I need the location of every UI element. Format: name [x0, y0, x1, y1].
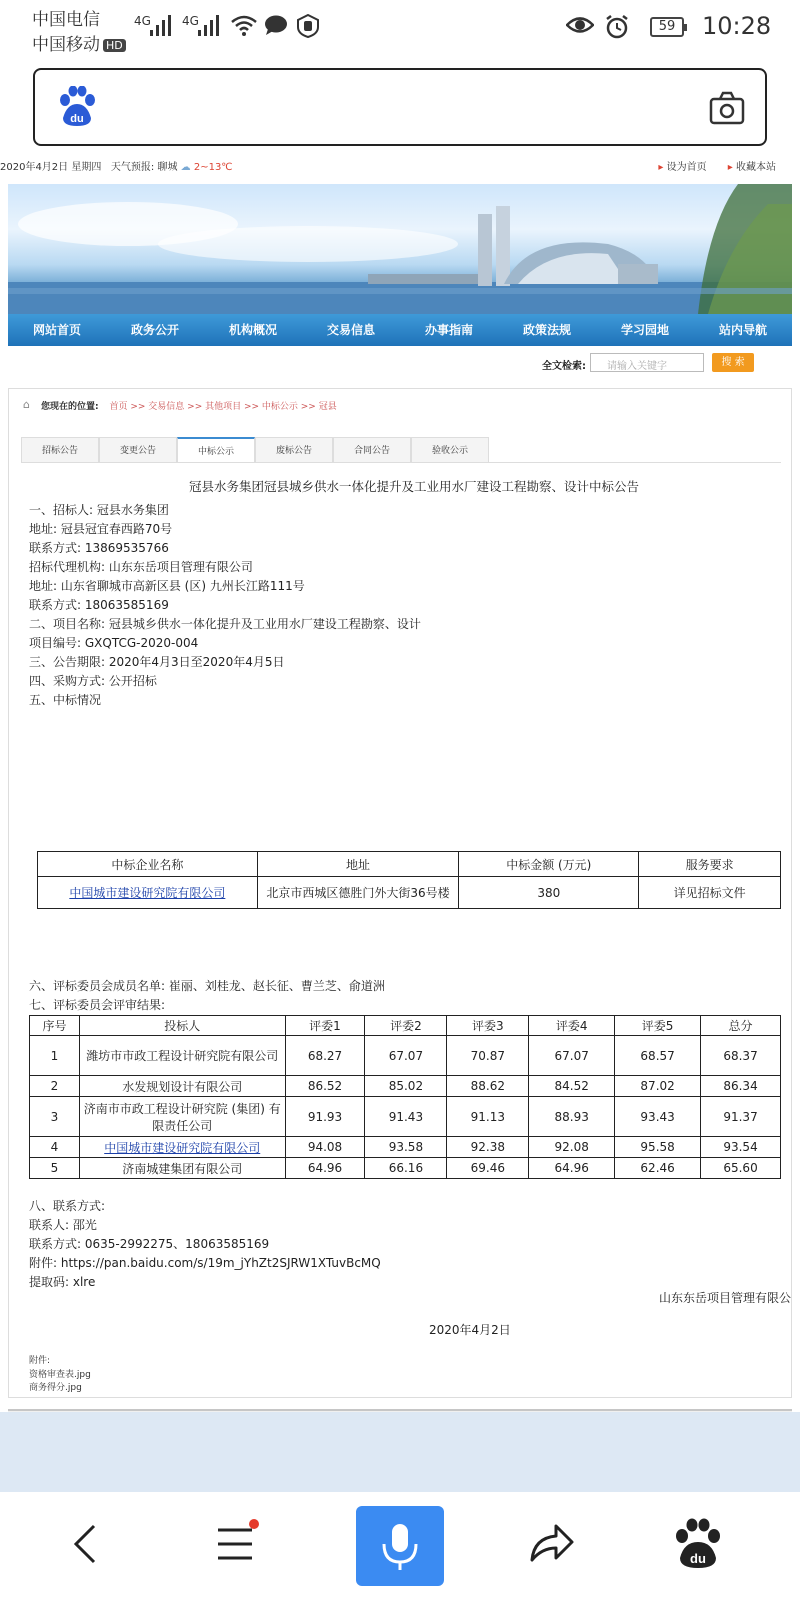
score-header: 总分 — [701, 1016, 781, 1036]
svg-text:du: du — [70, 113, 84, 125]
score-header: 序号 — [30, 1016, 80, 1036]
score-cell: 62.46 — [615, 1158, 701, 1179]
score-cell: 91.43 — [365, 1097, 447, 1137]
tab-award-notice[interactable]: 中标公示 — [177, 437, 255, 462]
table-row — [30, 1036, 781, 1076]
content-frame — [8, 388, 792, 1398]
tab-bid-notice[interactable]: 招标公告 — [21, 437, 99, 462]
score-cell: 92.08 — [529, 1137, 615, 1158]
attachment-link[interactable]: 商务得分.jpg — [29, 1383, 82, 1393]
winner-header: 地址 — [257, 852, 459, 877]
score-cell: 95.58 — [615, 1137, 701, 1158]
notice-line: 项目编号: GXQTCG-2020-004 — [29, 636, 199, 650]
winner-address: 北京市西城区德胜门外大街36号楼 — [257, 877, 459, 909]
wifi-icon — [230, 14, 258, 38]
score-cell: 93.58 — [365, 1137, 447, 1158]
score-cell: 65.60 — [701, 1158, 781, 1179]
score-cell: 64.96 — [285, 1158, 365, 1179]
carrier-2 — [32, 30, 126, 55]
score-cell: 93.43 — [615, 1097, 701, 1137]
score-cell: 91.37 — [701, 1097, 781, 1137]
nav-item-home[interactable]: 网站首页 — [32, 323, 81, 337]
set-home-link[interactable]: ▸ 设为首页 — [658, 162, 706, 173]
score-cell: 68.57 — [615, 1036, 701, 1076]
attachment-link[interactable]: 资格审查表.jpg — [29, 1370, 91, 1380]
tab-contract-notice[interactable]: 合同公告 — [333, 437, 411, 462]
weather-label: 天气预报: 聊城 — [110, 162, 178, 173]
nav-item-gov-affairs[interactable]: 政务公开 — [130, 323, 179, 337]
score-cell: 94.08 — [285, 1137, 365, 1158]
score-header: 评委3 — [447, 1016, 529, 1036]
nav-item-policy[interactable]: 政策法规 — [522, 323, 571, 337]
browser-search-box[interactable] — [33, 68, 767, 146]
baidu-paw-icon[interactable] — [57, 86, 97, 128]
carrier-1: 中国电信 — [32, 10, 100, 30]
breadcrumb-label: 您现在的位置: — [41, 402, 99, 412]
menu-icon[interactable] — [206, 1514, 266, 1574]
tab-void-notice[interactable]: 废标公告 — [255, 437, 333, 462]
score-cell: 4 — [30, 1137, 80, 1158]
winner-amount: 380 — [459, 877, 639, 909]
score-cell: 84.52 — [529, 1076, 615, 1097]
weather-cloud-icon: ☁ — [180, 162, 191, 173]
weather-temp: 2~13℃ — [193, 162, 233, 173]
winner-requirement: 详见招标文件 — [639, 877, 781, 909]
breadcrumb — [23, 399, 337, 412]
score-cell: 85.02 — [365, 1076, 447, 1097]
score-cell: 5 — [30, 1158, 80, 1179]
score-cell: 2 — [30, 1076, 80, 1097]
notice-line: 五、中标情况 — [29, 693, 102, 707]
table-row — [30, 1076, 781, 1097]
winner-table — [37, 851, 781, 909]
battery-indicator: 59 — [650, 17, 684, 37]
eye-icon — [566, 14, 594, 36]
bidder-name: 济南城建集团有限公司 — [79, 1158, 285, 1179]
notice-line: 联系方式: 18063585169 — [29, 598, 169, 612]
winner-header: 中标企业名称 — [38, 852, 258, 877]
score-cell: 88.93 — [529, 1097, 615, 1137]
date-weather — [0, 158, 233, 173]
attachment-label: 附件: — [29, 1356, 51, 1366]
result-title: 七、评标委员会评审结果: — [29, 998, 166, 1012]
score-cell: 66.16 — [365, 1158, 447, 1179]
score-cell: 67.07 — [529, 1036, 615, 1076]
clock: 10:28 — [702, 12, 772, 40]
network-type-1: 4G — [134, 14, 151, 28]
score-cell: 86.34 — [701, 1076, 781, 1097]
share-icon[interactable] — [520, 1514, 580, 1574]
site-search-input[interactable]: 请输入关键字 — [590, 353, 704, 372]
score-cell: 93.54 — [701, 1137, 781, 1158]
score-cell: 69.46 — [447, 1158, 529, 1179]
back-icon[interactable] — [56, 1514, 116, 1574]
site-search-button[interactable]: 搜 索 — [712, 353, 754, 372]
score-header: 评委4 — [529, 1016, 615, 1036]
score-cell: 92.38 — [447, 1137, 529, 1158]
home-icon: ⌂ — [23, 398, 30, 411]
contact-section — [29, 1197, 799, 1292]
voice-search-button[interactable] — [356, 1506, 444, 1586]
notice-tabs — [21, 437, 781, 463]
table-row — [30, 1097, 781, 1137]
notice-line: 地址: 山东省聊城市高新区县 (区) 九州长江路111号 — [29, 579, 305, 593]
network-type-2: 4G — [182, 14, 199, 28]
notice-body — [29, 473, 799, 710]
site-top-bar — [0, 156, 800, 174]
bookmark-link[interactable]: ▸ 收藏本站 — [728, 162, 776, 173]
hand-shield-icon — [296, 14, 320, 38]
table-row — [30, 1158, 781, 1179]
baidu-home-icon[interactable] — [668, 1514, 728, 1574]
contact-line: 联系方式: 0635-2992275、18063585169 — [29, 1237, 270, 1251]
notice-line: 四、采购方式: 公开招标 — [29, 674, 157, 688]
breadcrumb-path[interactable]: 首页 >> 交易信息 >> 其他项目 >> 中标公示 >> 冠县 — [109, 402, 337, 412]
bidder-link[interactable]: 中国城市建设研究院有限公司 — [104, 1140, 261, 1155]
score-table — [29, 1015, 781, 1179]
tab-change-notice[interactable]: 变更公告 — [99, 437, 177, 462]
score-cell: 91.93 — [285, 1097, 365, 1137]
nav-item-about[interactable]: 机构概况 — [228, 323, 277, 337]
tab-acceptance-notice[interactable]: 验收公示 — [411, 437, 489, 462]
score-cell: 67.07 — [365, 1036, 447, 1076]
notice-line: 地址: 冠县冠宜春西路70号 — [29, 522, 173, 536]
score-cell: 91.13 — [447, 1097, 529, 1137]
score-cell: 64.96 — [529, 1158, 615, 1179]
notice-line: 二、项目名称: 冠县城乡供水一体化提升及工业用水厂建设工程勘察、设计 — [29, 617, 421, 631]
sign-date: 2020年4月2日 — [429, 1323, 511, 1337]
committee-members: 六、评标委员会成员名单: 崔丽、刘桂龙、赵长征、曹兰芝、俞道洲 — [29, 979, 385, 993]
camera-icon[interactable] — [709, 90, 745, 126]
score-cell: 1 — [30, 1036, 80, 1076]
carrier-2-label: 中国移动 — [32, 35, 100, 55]
score-header: 评委2 — [365, 1016, 447, 1036]
winner-header: 服务要求 — [639, 852, 781, 877]
web-page — [0, 152, 800, 1412]
notice-line: 招标代理机构: 山东东岳项目管理有限公司 — [29, 560, 253, 574]
bidder-name: 潍坊市市政工程设计研究院有限公司 — [79, 1036, 285, 1076]
signer: 山东东岳项目管理有限公 — [658, 1291, 791, 1305]
nav-item-learning[interactable]: 学习园地 — [620, 323, 669, 337]
nav-item-trade-info[interactable]: 交易信息 — [326, 323, 375, 337]
contact-line: 提取码: xlre — [29, 1275, 96, 1289]
score-cell: 86.52 — [285, 1076, 365, 1097]
site-search-label: 全文检索: — [542, 361, 586, 372]
notice-line: 联系方式: 13869535766 — [29, 541, 169, 555]
score-cell: 88.62 — [447, 1076, 529, 1097]
winner-header: 中标金额 (万元) — [459, 852, 639, 877]
page-bottom-area — [0, 1412, 800, 1492]
contact-line: 八、联系方式: — [29, 1199, 106, 1213]
committee-section — [29, 977, 799, 1015]
table-row — [30, 1137, 781, 1158]
score-cell: 68.27 — [285, 1036, 365, 1076]
bidder-name: 水发规划设计有限公司 — [79, 1076, 285, 1097]
winner-company-link[interactable]: 中国城市建设研究院有限公司 — [69, 886, 226, 900]
signal-icon — [150, 14, 174, 36]
date-text: 2020年4月2日 星期四 — [0, 162, 102, 173]
notice-line: 三、公告期限: 2020年4月3日至2020年4月5日 — [29, 655, 285, 669]
svg-text:du: du — [690, 1551, 706, 1566]
nav-item-sitemap[interactable]: 站内导航 — [718, 323, 767, 337]
nav-item-guide[interactable]: 办事指南 — [424, 323, 473, 337]
microphone-icon — [356, 1506, 444, 1586]
signal-icon — [198, 14, 222, 36]
browser-bottom-bar — [0, 1492, 800, 1600]
score-header: 评委5 — [615, 1016, 701, 1036]
main-nav — [8, 314, 792, 346]
score-header: 投标人 — [79, 1016, 285, 1036]
bidder-name: 济南市市政工程设计研究院 (集团) 有限责任公司 — [79, 1097, 285, 1137]
contact-line: 联系人: 邵光 — [29, 1218, 97, 1232]
notice-title: 冠县水务集团冠县城乡供水一体化提升及工业用水厂建设工程勘察、设计中标公告 — [188, 479, 639, 494]
hd-badge: HD — [103, 39, 126, 52]
site-banner — [8, 184, 792, 314]
site-search-row — [8, 348, 792, 376]
chat-icon — [264, 14, 288, 36]
score-cell: 68.37 — [701, 1036, 781, 1076]
alarm-icon — [604, 14, 630, 40]
score-header: 评委1 — [285, 1016, 365, 1036]
banner-skyline-image — [8, 184, 792, 314]
score-cell: 3 — [30, 1097, 80, 1137]
top-links — [640, 158, 776, 173]
status-bar — [0, 0, 800, 58]
score-cell: 70.87 — [447, 1036, 529, 1076]
notice-line: 一、招标人: 冠县水务集团 — [29, 503, 169, 517]
score-cell: 87.02 — [615, 1076, 701, 1097]
contact-line: 附件: https://pan.baidu.com/s/19m_jYhZt2SJRW1XTuvBcMQ — [29, 1256, 381, 1270]
